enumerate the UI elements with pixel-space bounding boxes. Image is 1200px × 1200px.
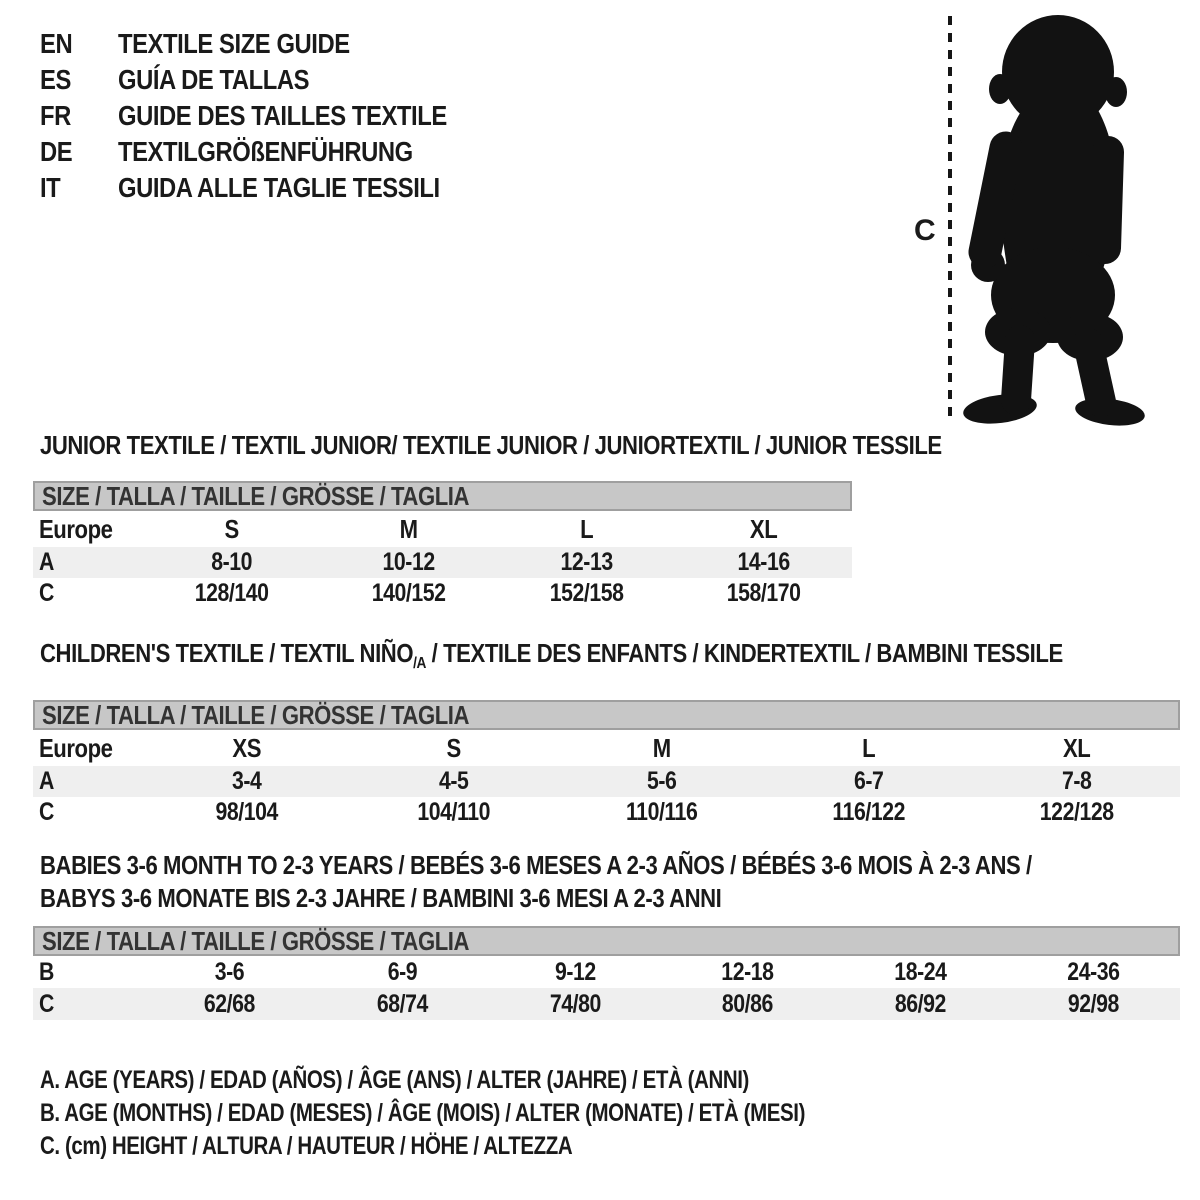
table-row-age-years	[33, 547, 852, 578]
section-babies-textile	[33, 849, 1180, 1020]
toddler-silhouette-icon	[958, 10, 1153, 430]
table-cell: 12-18	[721, 957, 775, 986]
table-row-height-cm	[33, 988, 1180, 1020]
language-code	[40, 28, 118, 60]
size-header-bar	[33, 700, 1180, 730]
table-cell: 3-6	[214, 957, 245, 986]
table-cell: 62/68	[203, 989, 255, 1018]
language-code-text: FR	[40, 100, 71, 131]
table-cell: 158/170	[726, 579, 801, 607]
table-cell: 10-12	[382, 548, 435, 576]
table-cell: 5-6	[646, 767, 677, 796]
guide-title-text: GUÍA DE TALLAS	[118, 64, 310, 95]
guide-title-text: TEXTILGRÖßENFÜHRUNG	[118, 136, 413, 167]
language-code	[40, 64, 118, 96]
row-label: Europe	[38, 513, 113, 544]
table-cell: 140/152	[371, 579, 446, 607]
legend-block	[40, 1064, 973, 1163]
row-label: C	[38, 989, 54, 1018]
language-row	[40, 98, 505, 134]
table-cell: 8-10	[211, 548, 253, 576]
legend-line-b-text: B. AGE (MONTHS) / EDAD (MESES) / ÂGE (MOIS) / ALTER (MONATE) / ETÀ (MESI)	[40, 1099, 805, 1127]
table-cell: L	[579, 513, 593, 544]
table-cell: 104/110	[417, 798, 491, 827]
language-row	[40, 170, 505, 206]
guide-title	[118, 172, 496, 204]
height-measure-dashed-line	[948, 16, 952, 420]
size-header-label: SIZE / TALLA / TAILLE / GRÖSSE / TAGLIA	[42, 480, 470, 511]
table-cell: 110/116	[625, 798, 698, 827]
language-code-text: IT	[40, 172, 61, 203]
table-cell: 98/104	[215, 798, 278, 827]
table-row-age-months	[33, 956, 1180, 988]
section-title-junior: JUNIOR TEXTILE / TEXTIL JUNIOR/ TEXTILE JUNIOR / JUNIORTEXTIL / JUNIOR TESSILE	[40, 430, 942, 460]
table-cell: XL	[749, 513, 778, 544]
table-cell: 80/86	[722, 989, 774, 1018]
row-label: A	[38, 767, 54, 796]
language-code	[40, 136, 118, 168]
language-row	[40, 62, 505, 98]
guide-title	[118, 100, 505, 132]
table-cell: 92/98	[1068, 989, 1120, 1018]
legend-line-a	[40, 1064, 973, 1097]
language-code-text: DE	[40, 136, 73, 167]
guide-title-text: GUIDA ALLE TAGLIE TESSILI	[118, 172, 440, 203]
row-label: B	[38, 957, 54, 986]
table-cell: 6-7	[854, 767, 884, 796]
table-cell: L	[862, 732, 876, 763]
section-title-children-part1: CHILDREN'S TEXTILE / TEXTIL NIÑO	[40, 638, 414, 668]
table-cell: 122/128	[1039, 798, 1114, 827]
guide-title-text: GUIDE DES TAILLES TEXTILE	[118, 100, 447, 131]
section-childrens-textile	[33, 640, 1180, 828]
table-cell: 18-24	[894, 957, 947, 986]
table-cell: M	[652, 732, 671, 763]
table-row-europe-sizes	[33, 511, 852, 547]
table-cell: 128/140	[194, 579, 269, 607]
table-cell: 116/122	[832, 798, 906, 827]
size-header-label: SIZE / TALLA / TAILLE / GRÖSSE / TAGLIA	[42, 925, 470, 956]
guide-title-text: TEXTILE SIZE GUIDE	[118, 28, 350, 59]
table-cell: 68/74	[376, 989, 428, 1018]
guide-title	[118, 136, 465, 168]
section-junior-textile	[33, 430, 942, 609]
guide-title	[118, 28, 391, 60]
section-title-children	[40, 638, 1063, 676]
section-title-babies-line1: BABIES 3-6 MONTH TO 2-3 YEARS / BEBÉS 3-6 MESES A 2-3 AÑOS / BÉBÉS 3-6 MOIS À 2-3 ANS /	[40, 850, 1032, 880]
section-title-children-part2: / TEXTILE DES ENFANTS / KINDERTEXTIL / BAMBINI TESSILE	[425, 638, 1063, 668]
table-cell: 86/92	[895, 989, 947, 1018]
table-cell: 9-12	[554, 957, 596, 986]
legend-line-c-text: C. (cm) HEIGHT / ALTURA / HAUTEUR / HÖHE / ALTEZZA	[40, 1132, 573, 1160]
legend-line-a-text: A. AGE (YEARS) / EDAD (AÑOS) / ÂGE (ANS) / ALTER (JAHRE) / ETÀ (ANNI)	[40, 1066, 749, 1094]
guide-title	[118, 64, 343, 96]
language-title-block	[40, 26, 505, 206]
table-cell: M	[399, 513, 418, 544]
table-cell: XL	[1062, 732, 1091, 763]
table-cell: XS	[232, 732, 262, 763]
table-cell: S	[446, 732, 462, 763]
table-cell: 14-16	[737, 548, 790, 576]
language-code	[40, 100, 118, 132]
table-cell: 12-13	[560, 548, 613, 576]
section-title-babies-line2: BABYS 3-6 MONATE BIS 2-3 JAHRE / BAMBINI 3-6 MESI A 2-3 ANNI	[40, 883, 722, 913]
row-label: C	[38, 798, 54, 827]
table-row-height-cm	[33, 797, 1180, 828]
table-cell: 152/158	[549, 579, 624, 607]
size-header-bar	[33, 481, 852, 511]
language-code-text: ES	[40, 64, 71, 95]
row-label: Europe	[38, 732, 113, 763]
table-cell: 3-4	[231, 767, 262, 796]
size-header-bar	[33, 926, 1180, 956]
legend-line-b	[40, 1097, 973, 1130]
language-code	[40, 172, 118, 204]
height-measure-label: C	[914, 214, 936, 247]
table-cell: 4-5	[439, 767, 469, 796]
table-cell: 74/80	[549, 989, 601, 1018]
language-row	[40, 26, 505, 62]
table-cell: S	[224, 513, 239, 544]
table-row-europe-sizes	[33, 730, 1180, 766]
table-row-height-cm	[33, 578, 852, 609]
language-code-text: EN	[40, 28, 73, 59]
table-cell: 24-36	[1067, 957, 1120, 986]
language-row	[40, 134, 505, 170]
size-header-label: SIZE / TALLA / TAILLE / GRÖSSE / TAGLIA	[42, 699, 470, 730]
section-title-children-sub: /A	[413, 654, 426, 673]
row-label: C	[38, 579, 54, 607]
section-title-babies	[40, 849, 1032, 915]
table-row-age-years	[33, 766, 1180, 797]
legend-line-c	[40, 1130, 973, 1163]
row-label: A	[38, 548, 54, 576]
table-cell: 6-9	[387, 957, 417, 986]
table-cell: 7-8	[1061, 767, 1092, 796]
